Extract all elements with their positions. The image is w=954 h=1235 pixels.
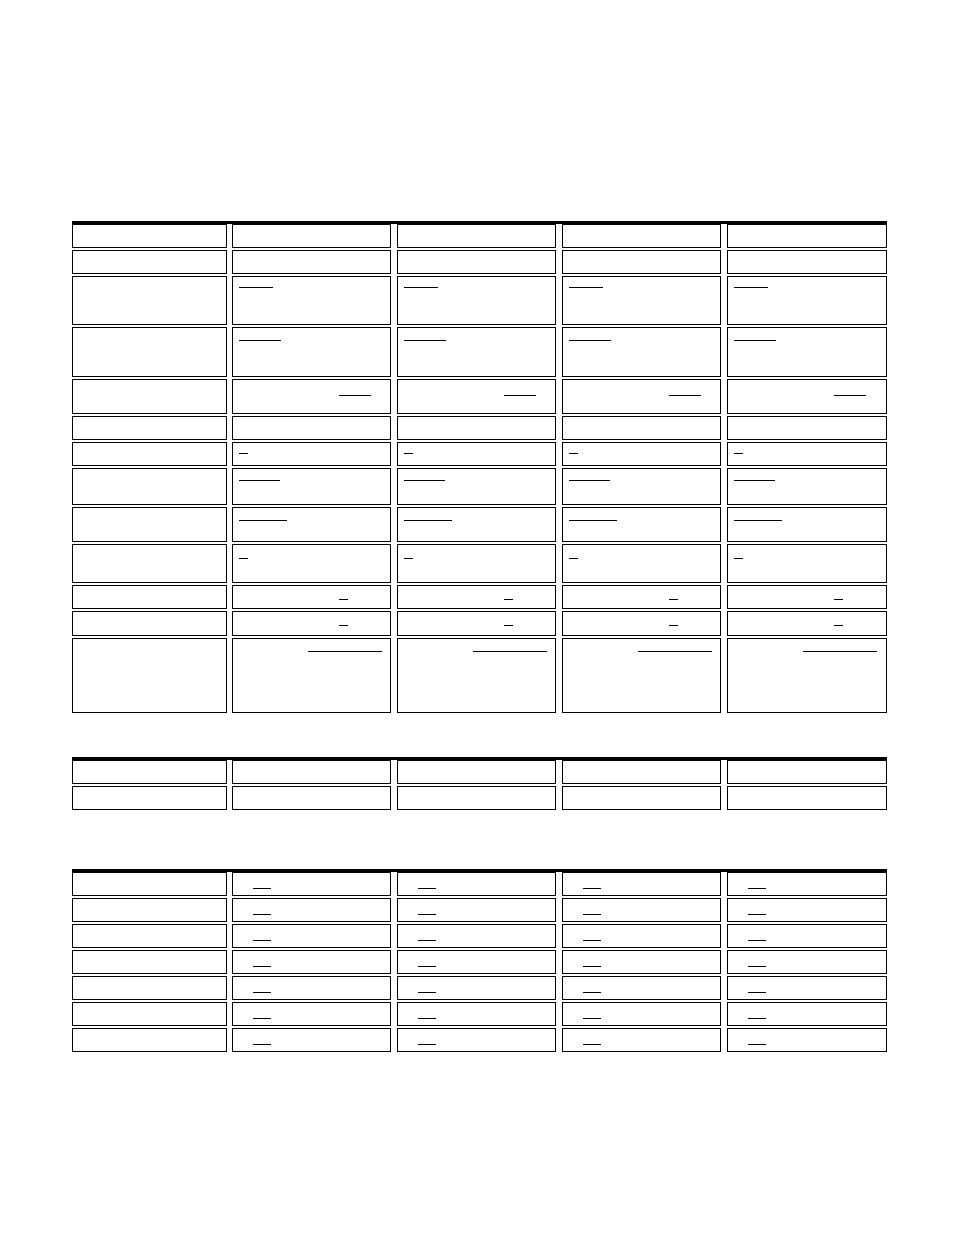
entry-cell[interactable] [727, 898, 887, 922]
entry-cell[interactable] [562, 507, 721, 542]
entry-cell[interactable] [232, 924, 391, 948]
fill-in-blank-line [404, 558, 413, 559]
entry-cell[interactable] [232, 786, 391, 810]
fill-in-blank-line [504, 625, 513, 626]
fill-in-blank-line [418, 914, 436, 915]
fill-in-blank-line [638, 651, 712, 652]
fill-in-blank-line [669, 395, 701, 396]
entry-cell[interactable] [232, 379, 391, 414]
entry-cell[interactable] [727, 544, 887, 583]
fill-in-blank-line [834, 625, 843, 626]
entry-cell[interactable] [562, 276, 721, 325]
fill-in-blank-line [253, 1044, 271, 1045]
fill-in-blank-line [418, 1044, 436, 1045]
row-label-cell [72, 416, 227, 440]
entry-cell[interactable] [727, 638, 887, 713]
entry-cell[interactable] [727, 276, 887, 325]
entry-cell[interactable] [397, 224, 556, 248]
entry-cell[interactable] [562, 442, 721, 466]
fill-in-blank-line [734, 287, 768, 288]
fill-in-blank-line [418, 992, 436, 993]
fill-in-blank-line [339, 395, 371, 396]
row-label-cell [72, 544, 227, 583]
entry-cell[interactable] [397, 507, 556, 542]
fill-in-blank-line [504, 599, 513, 600]
entry-cell[interactable] [397, 611, 556, 636]
entry-cell[interactable] [562, 950, 721, 974]
fill-in-blank-line [748, 1018, 766, 1019]
fill-in-blank-line [734, 558, 743, 559]
entry-cell[interactable] [232, 585, 391, 609]
fill-in-blank-line [253, 966, 271, 967]
entry-cell[interactable] [727, 442, 887, 466]
fill-in-blank-line [239, 558, 248, 559]
entry-cell[interactable] [727, 224, 887, 248]
row-label-cell [72, 611, 227, 636]
row-label-cell [72, 250, 227, 274]
entry-cell[interactable] [232, 442, 391, 466]
entry-cell[interactable] [397, 250, 556, 274]
fill-in-blank-line [569, 558, 578, 559]
entry-cell[interactable] [397, 898, 556, 922]
entry-cell[interactable] [232, 544, 391, 583]
fill-in-blank-line [404, 520, 452, 521]
entry-cell[interactable] [727, 327, 887, 377]
fill-in-blank-line [239, 453, 248, 454]
fill-in-blank-line [404, 340, 446, 341]
entry-cell[interactable] [727, 976, 887, 1000]
entry-cell[interactable] [562, 638, 721, 713]
fill-in-blank-line [404, 287, 438, 288]
fill-in-blank-line [669, 599, 678, 600]
row-label-cell [72, 276, 227, 325]
fill-in-blank-line [569, 520, 617, 521]
fill-in-blank-line [339, 625, 348, 626]
row-label-cell [72, 950, 227, 974]
entry-cell[interactable] [232, 327, 391, 377]
fill-in-blank-line [748, 940, 766, 941]
entry-cell[interactable] [232, 976, 391, 1000]
fill-in-blank-line [583, 966, 601, 967]
fill-in-blank-line [748, 914, 766, 915]
row-label-cell [72, 898, 227, 922]
entry-cell[interactable] [562, 416, 721, 440]
entry-cell[interactable] [397, 760, 556, 784]
checklist-table [72, 869, 887, 1053]
entry-cell[interactable] [232, 1002, 391, 1026]
row-label-cell [72, 638, 227, 713]
fill-in-blank-line [734, 480, 775, 481]
fill-in-blank-line [834, 395, 866, 396]
fill-in-blank-line [734, 520, 782, 521]
entry-cell[interactable] [232, 416, 391, 440]
entry-cell[interactable] [232, 898, 391, 922]
entry-cell[interactable] [397, 544, 556, 583]
entry-cell[interactable] [232, 638, 391, 713]
entry-cell[interactable] [397, 379, 556, 414]
fill-in-blank-line [308, 651, 382, 652]
entry-cell[interactable] [562, 872, 721, 896]
fill-in-blank-line [569, 340, 611, 341]
fill-in-blank-line [569, 287, 603, 288]
entry-cell[interactable] [397, 976, 556, 1000]
row-label-cell [72, 976, 227, 1000]
entry-cell[interactable] [397, 1028, 556, 1052]
entry-cell[interactable] [232, 872, 391, 896]
entry-cell[interactable] [727, 950, 887, 974]
entry-cell[interactable] [727, 379, 887, 414]
entry-cell[interactable] [562, 924, 721, 948]
row-label-cell [72, 507, 227, 542]
row-label-cell [72, 872, 227, 896]
fill-in-blank-line [404, 453, 413, 454]
entry-cell[interactable] [562, 760, 721, 784]
row-label-cell [72, 1002, 227, 1026]
entry-cell[interactable] [727, 760, 887, 784]
entry-cell[interactable] [232, 250, 391, 274]
entry-cell[interactable] [232, 950, 391, 974]
row-label-cell [72, 468, 227, 505]
entry-cell[interactable] [232, 760, 391, 784]
fill-in-blank-line [239, 480, 280, 481]
entry-cell[interactable] [727, 416, 887, 440]
entry-cell[interactable] [727, 468, 887, 505]
entry-cell[interactable] [562, 379, 721, 414]
fill-in-blank-line [418, 940, 436, 941]
fill-in-blank-line [253, 992, 271, 993]
fill-in-blank-line [834, 599, 843, 600]
entry-cell[interactable] [397, 442, 556, 466]
entry-cell[interactable] [727, 786, 887, 810]
row-label-cell [72, 585, 227, 609]
entry-cell[interactable] [727, 1028, 887, 1052]
fill-in-blank-line [253, 1018, 271, 1019]
row-label-cell [72, 379, 227, 414]
fill-in-blank-line [504, 395, 536, 396]
entry-cell[interactable] [562, 544, 721, 583]
fill-in-blank-line [748, 966, 766, 967]
fill-in-blank-line [404, 480, 445, 481]
fill-in-blank-line [569, 480, 610, 481]
row-label-cell [72, 327, 227, 377]
fill-in-blank-line [583, 1018, 601, 1019]
entry-cell[interactable] [727, 250, 887, 274]
vehicle-specifications-table [72, 221, 887, 714]
entry-cell[interactable] [397, 638, 556, 713]
entry-cell[interactable] [562, 1028, 721, 1052]
entry-cell[interactable] [562, 976, 721, 1000]
fill-in-blank-line [734, 340, 776, 341]
fill-in-blank-line [803, 651, 877, 652]
entry-cell[interactable] [232, 468, 391, 505]
entry-cell[interactable] [562, 250, 721, 274]
entry-cell[interactable] [397, 1002, 556, 1026]
entry-cell[interactable] [727, 1002, 887, 1026]
row-label-cell [72, 760, 227, 784]
entry-cell[interactable] [562, 611, 721, 636]
entry-cell[interactable] [232, 507, 391, 542]
entry-cell[interactable] [397, 786, 556, 810]
fill-in-blank-line [418, 966, 436, 967]
fill-in-blank-line [583, 992, 601, 993]
fill-in-blank-line [418, 888, 436, 889]
fill-in-blank-line [748, 992, 766, 993]
fill-in-blank-line [253, 888, 271, 889]
row-label-cell [72, 786, 227, 810]
entry-cell[interactable] [562, 898, 721, 922]
row-label-cell [72, 924, 227, 948]
entry-cell[interactable] [397, 468, 556, 505]
entry-cell[interactable] [727, 585, 887, 609]
fill-in-blank-line [583, 1044, 601, 1045]
fill-in-blank-line [734, 453, 743, 454]
summary-table [72, 757, 887, 811]
entry-cell[interactable] [232, 611, 391, 636]
fill-in-blank-line [569, 453, 578, 454]
fill-in-blank-line [748, 1044, 766, 1045]
fill-in-blank-line [239, 520, 287, 521]
entry-cell[interactable] [562, 1002, 721, 1026]
fill-in-blank-line [583, 914, 601, 915]
entry-cell[interactable] [562, 468, 721, 505]
entry-cell[interactable] [397, 276, 556, 325]
entry-cell[interactable] [562, 327, 721, 377]
entry-cell[interactable] [232, 1028, 391, 1052]
entry-cell[interactable] [397, 872, 556, 896]
entry-cell[interactable] [562, 786, 721, 810]
entry-cell[interactable] [397, 327, 556, 377]
fill-in-blank-line [583, 940, 601, 941]
fill-in-blank-line [253, 940, 271, 941]
entry-cell[interactable] [232, 224, 391, 248]
fill-in-blank-line [669, 625, 678, 626]
row-label-cell [72, 224, 227, 248]
row-label-cell [72, 1028, 227, 1052]
entry-cell[interactable] [562, 224, 721, 248]
fill-in-blank-line [583, 888, 601, 889]
fill-in-blank-line [253, 914, 271, 915]
fill-in-blank-line [239, 287, 273, 288]
entry-cell[interactable] [727, 924, 887, 948]
fill-in-blank-line [748, 888, 766, 889]
fill-in-blank-line [473, 651, 547, 652]
entry-cell[interactable] [562, 585, 721, 609]
entry-cell[interactable] [232, 276, 391, 325]
entry-cell[interactable] [727, 507, 887, 542]
fill-in-blank-line [239, 340, 281, 341]
entry-cell[interactable] [727, 872, 887, 896]
entry-cell[interactable] [397, 585, 556, 609]
entry-cell[interactable] [397, 416, 556, 440]
entry-cell[interactable] [727, 611, 887, 636]
entry-cell[interactable] [397, 950, 556, 974]
fill-in-blank-line [339, 599, 348, 600]
fill-in-blank-line [418, 1018, 436, 1019]
entry-cell[interactable] [397, 924, 556, 948]
row-label-cell [72, 442, 227, 466]
